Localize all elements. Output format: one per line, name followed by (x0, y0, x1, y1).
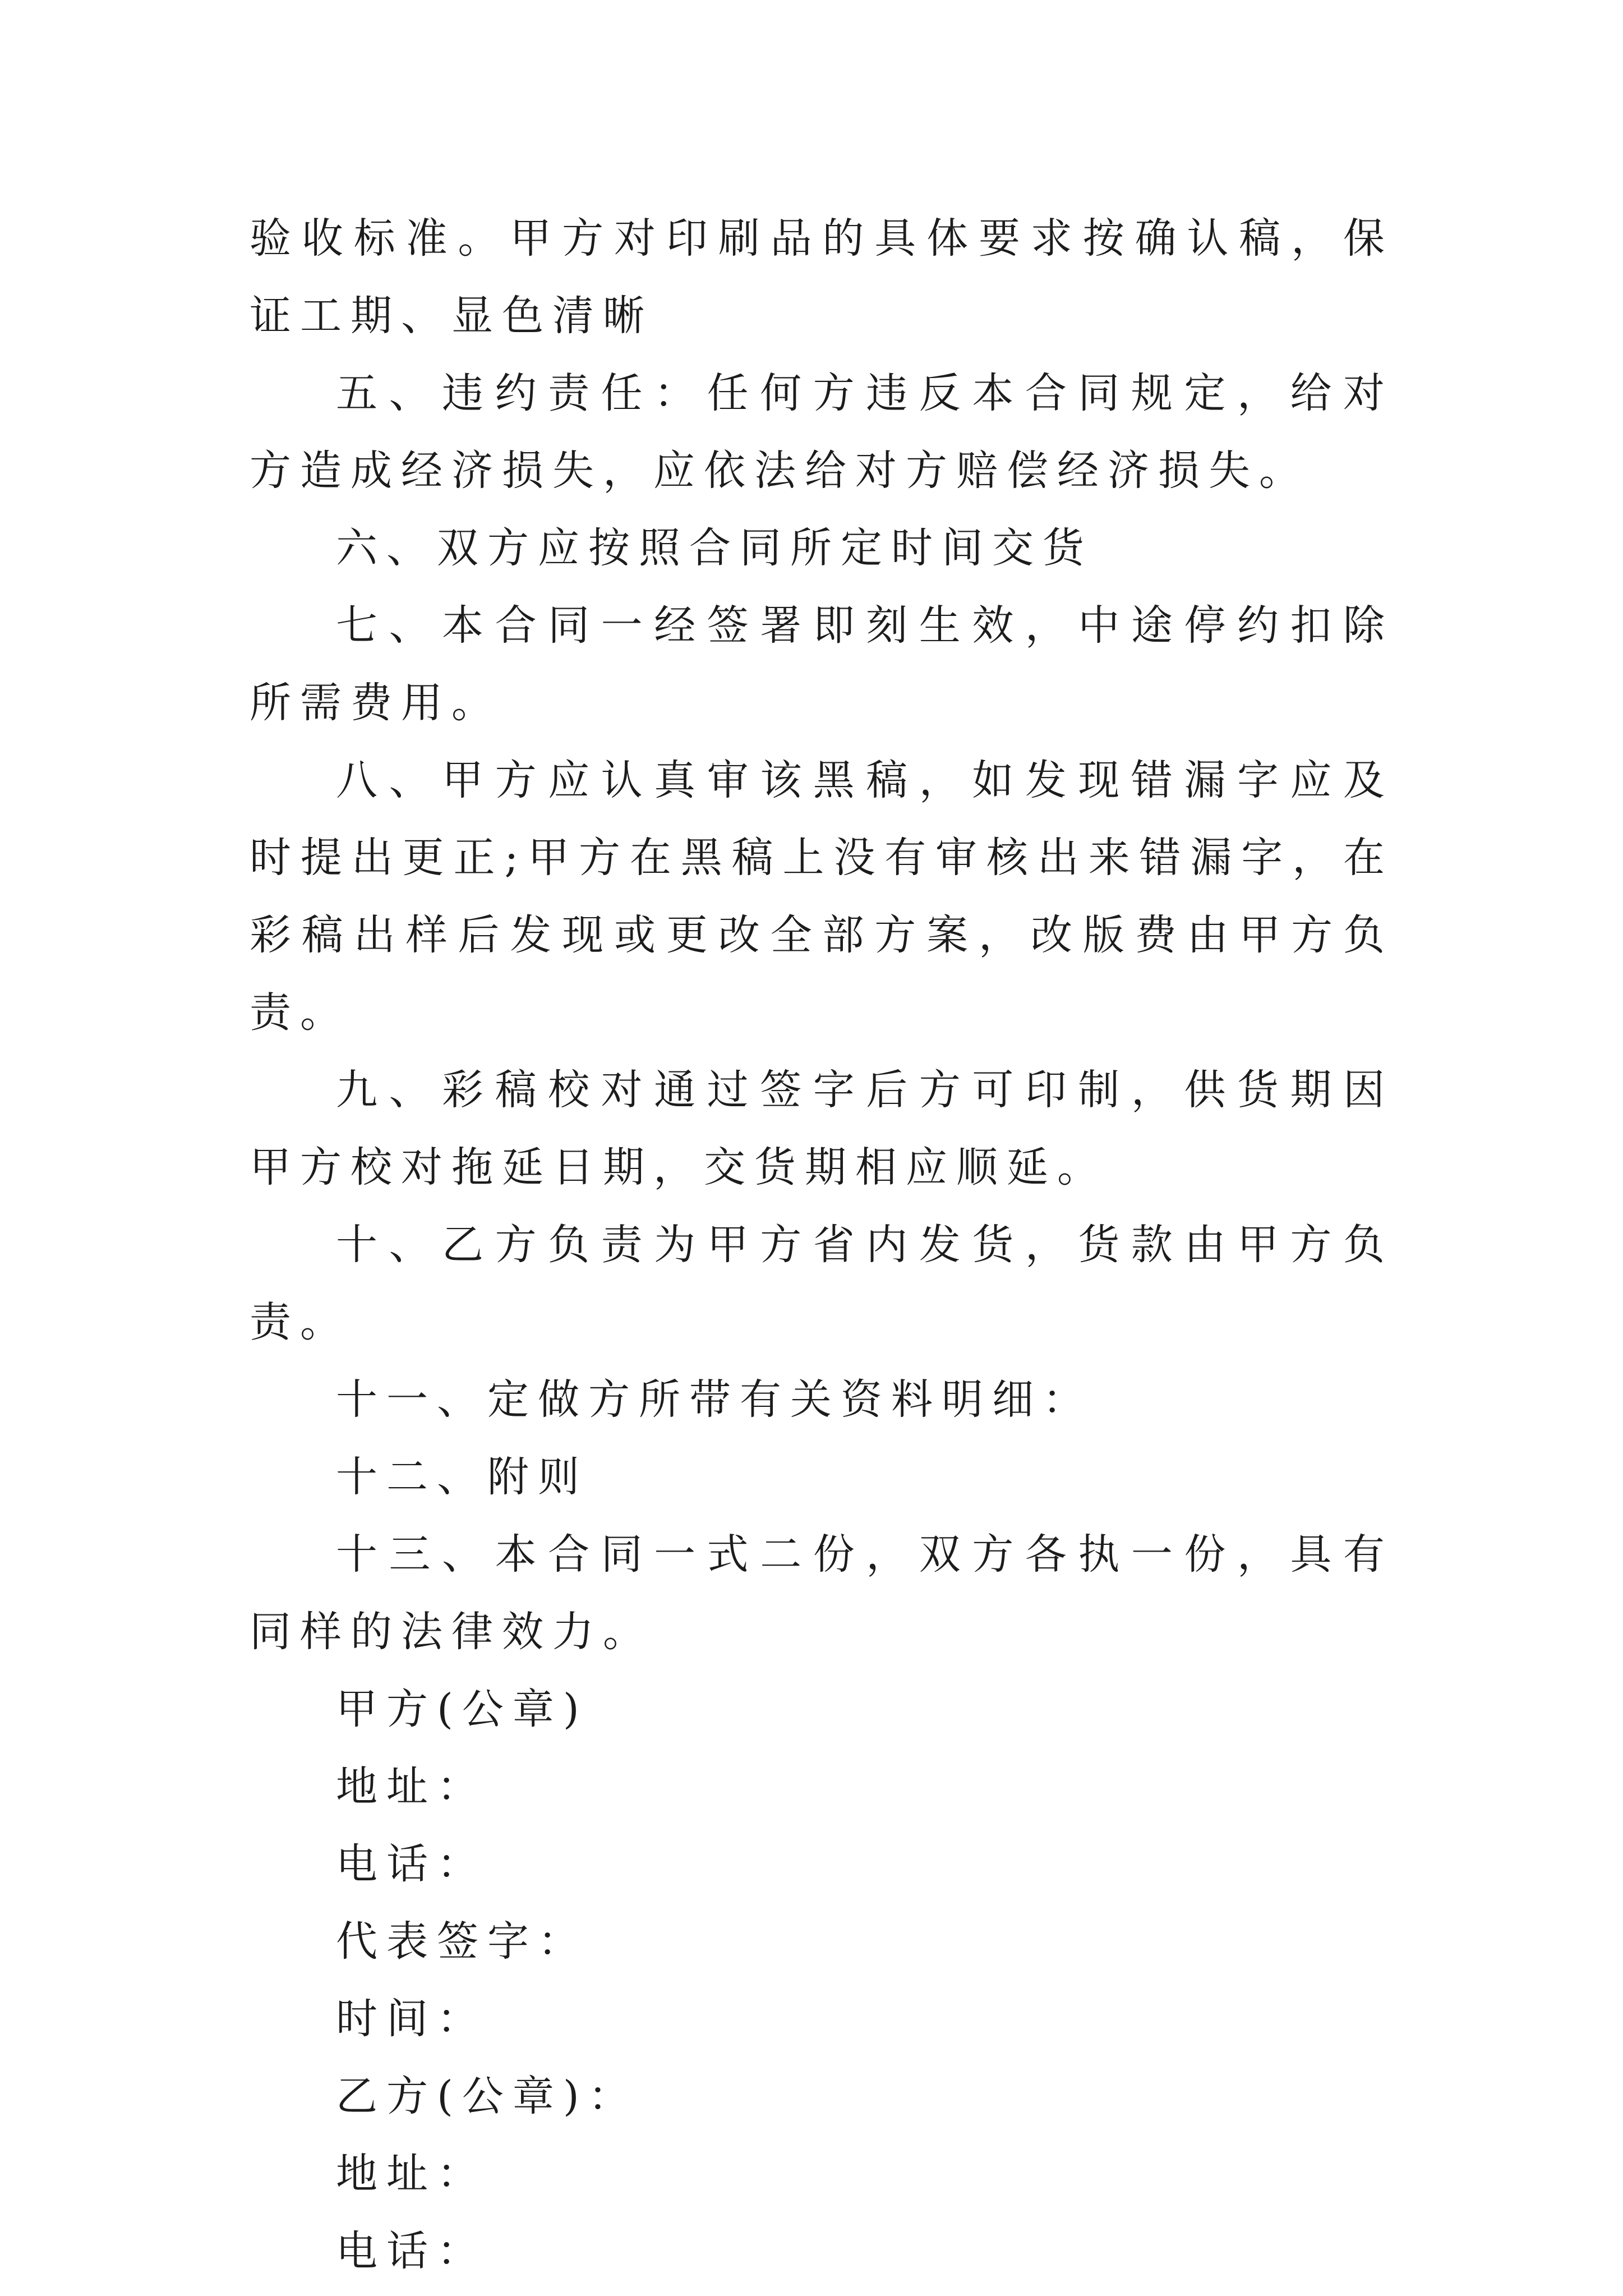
signature-party-a-seal: 甲方(公章) (336, 1685, 588, 1733)
paragraph-clause-9-color-proof: 九、彩稿校对通过签字后方可印制，供货期因甲方校对拖延日期，交货期相应顺延。 (250, 1066, 1394, 1191)
signature-party-a-address: 地址： (336, 1763, 487, 1811)
paragraph-clause-8-proof-review: 八、甲方应认真审该黑稿，如发现错漏字应及时提出更正;甲方在黑稿上没有审核出来错漏字，在彩稿出样后发现或更改全部方案，改版费由甲方负责。 (250, 756, 1394, 1037)
document-body (250, 200, 1394, 2290)
signature-party-a-representative: 代表签字： (336, 1917, 588, 1966)
paragraph-clause-7-effective: 七、本合同一经签署即刻生效，中途停约扣除所需费用。 (250, 601, 1394, 727)
paragraph-clause-5-liability: 五、违约责任：任何方违反本合同规定，给对方造成经济损失，应依法给对方赔偿经济损失。 (250, 369, 1394, 495)
paragraph-clause-6-delivery: 六、双方应按照合同所定时间交货 (336, 524, 1093, 572)
signature-party-b-address: 地址： (336, 2150, 487, 2198)
paragraph-clause-13-copies: 十三、本合同一式二份，双方各执一份，具有同样的法律效力。 (250, 1530, 1394, 1656)
paragraph-clause-11-materials: 十一、定做方所带有关资料明细： (336, 1375, 1093, 1424)
signature-party-a-phone: 电话： (336, 1840, 487, 1888)
paragraph-clause-12-supplementary: 十二、附则 (336, 1453, 588, 1501)
signature-block (250, 1671, 1394, 2290)
signature-party-a-time: 时间： (336, 1995, 487, 2043)
signature-party-b-phone: 电话： (336, 2227, 487, 2275)
paragraph-acceptance-standard: 验收标准。甲方对印刷品的具体要求按确认稿，保证工期、显色清晰 (250, 214, 1394, 340)
paragraph-clause-10-shipping: 十、乙方负责为甲方省内发货，货款由甲方负责。 (250, 1221, 1394, 1346)
signature-party-b-seal: 乙方(公章)： (336, 2072, 639, 2120)
